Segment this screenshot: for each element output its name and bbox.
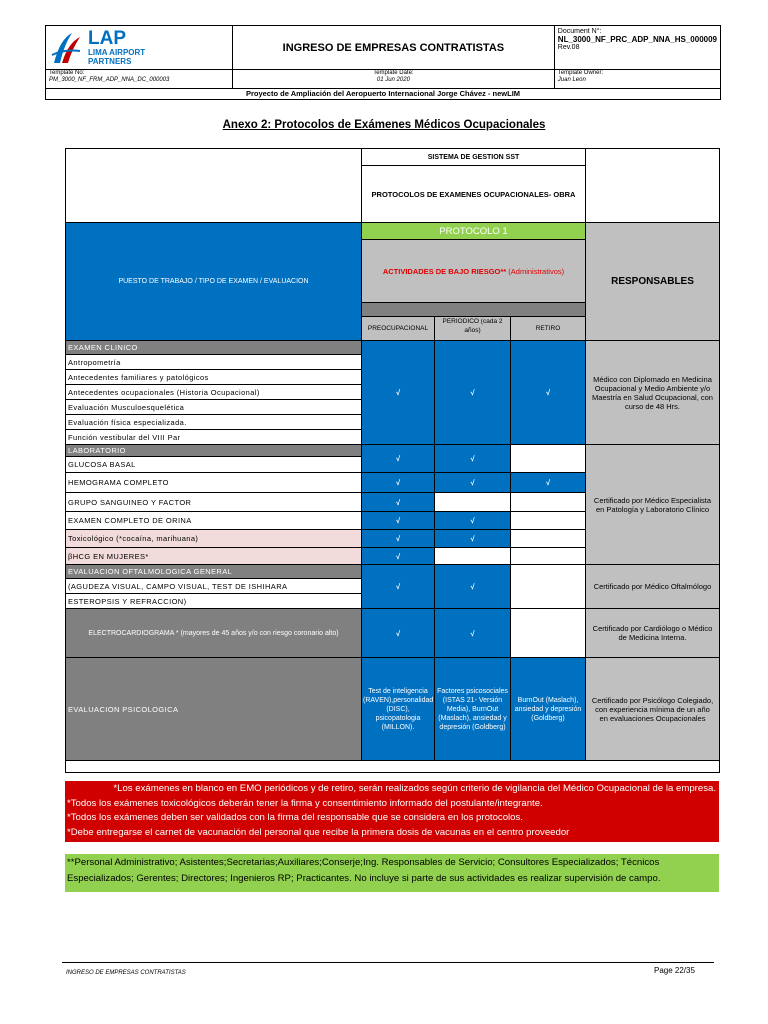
empty-cell bbox=[511, 530, 586, 548]
empty-cell bbox=[511, 493, 586, 512]
check-cell: √ bbox=[435, 530, 511, 548]
empty-cell bbox=[511, 445, 586, 473]
note-green: **Personal Administrativo; Asistentes;Secretarias;Auxiliares;Conserje;Ing. Responsables de Servicio; Consultores Especializados; Técnicos Especializados; Gerentes; Directores; Ingenieros RP; Practicantes. No incluye si parte de sus actividades es realizar supervisión de campo. bbox=[65, 854, 719, 892]
template-owner: Juan Leon bbox=[557, 77, 586, 83]
activity-sub: (Administrativos) bbox=[506, 266, 565, 276]
exam-item: Evaluación física especializada. bbox=[66, 415, 362, 430]
exam-item: Toxicológico (*cocaína, marihuana) bbox=[66, 530, 362, 548]
system-label: SISTEMA DE GESTION SST bbox=[362, 149, 586, 166]
check-cell: √ bbox=[362, 530, 435, 548]
psico-pre: Test de inteligencia (RAVEN),personalidad (DISC), psicopatologia (MILLON). bbox=[362, 658, 435, 761]
resp-oftalmologia: Certificado por Médico Oftalmólogo bbox=[586, 565, 720, 609]
check-cell: √ bbox=[362, 548, 435, 565]
document-title: INGRESO DE EMPRESAS CONTRATISTAS bbox=[233, 26, 555, 70]
exam-item: Antecedentes ocupacionales (Historia Ocupacional) bbox=[66, 385, 362, 400]
empty-cell bbox=[511, 548, 586, 565]
psico-per: Factores psicosociales (ISTAS 21- Versión Media), BurnOut (Maslach), ansiedad y depresión (Goldberg) bbox=[435, 658, 511, 761]
template-owner-label: Template Owner: bbox=[557, 70, 604, 76]
template-no-cell bbox=[46, 70, 233, 89]
check-cell: √ bbox=[511, 341, 586, 445]
check-cell: √ bbox=[362, 609, 435, 658]
empty-cell bbox=[511, 512, 586, 530]
psico-ret: BurnOut (Maslach), ansiedad y depresión (Goldberg) bbox=[511, 658, 586, 761]
protocols-label: PROTOCOLOS DE EXAMENES OCUPACIONALES- OBRA bbox=[362, 166, 586, 223]
doc-number-cell bbox=[554, 26, 720, 70]
note-line: *Debe entregarse el carnet de vacunación del personal que recibe la primera dosis de vacunas en el centro proveedor bbox=[67, 826, 570, 838]
col-periodico: PERIODICO (cada 2 años) bbox=[435, 317, 511, 341]
activity-cell bbox=[362, 240, 586, 303]
resp-clinico: Médico con Diplomado en Medicina Ocupacional y Medio Ambiente y/o Maestría en Salud Ocupacional, con curso de 48 Hrs. bbox=[586, 341, 720, 445]
check-cell: √ bbox=[362, 445, 435, 473]
doc-no: NL_3000_NF_PRC_ADP_NNA_HS_000009 bbox=[557, 35, 717, 44]
document-header bbox=[45, 25, 721, 100]
resp-laboratorio: Certificado por Médico Especialista en Patología y Laboratorio Clínico bbox=[586, 445, 720, 565]
activity-label: ACTIVIDADES DE BAJO RIESGO** bbox=[382, 266, 507, 276]
empty-cell bbox=[435, 493, 511, 512]
notes-red bbox=[65, 781, 719, 842]
col-preocupacional: PREOCUPACIONAL bbox=[362, 317, 435, 341]
exam-item: Función vestibular del VIII Par bbox=[66, 430, 362, 445]
exam-item: Antecedentes familiares y patológicos bbox=[66, 370, 362, 385]
check-cell: √ bbox=[362, 493, 435, 512]
row-header: PUESTO DE TRABAJO / TIPO DE EXAMEN / EVALUACION bbox=[66, 223, 362, 341]
check-cell: √ bbox=[362, 565, 435, 609]
check-cell: √ bbox=[435, 609, 511, 658]
template-date: 01 Jun 2020 bbox=[376, 77, 410, 83]
section-laboratorio: LABORATORIO bbox=[66, 445, 362, 457]
resp-psico: Certificado por Psicólogo Colegiado, con experiencia mínima de un año en evaluaciones Ocupacionales bbox=[586, 658, 720, 761]
check-cell: √ bbox=[362, 512, 435, 530]
annex-title: Anexo 2: Protocolos de Exámenes Médicos Ocupacionales bbox=[222, 119, 546, 131]
exam-item: ESTEROPSIS Y REFRACCION) bbox=[66, 594, 362, 609]
activity-spacer bbox=[362, 303, 586, 317]
note-line: *Todos los exámenes deben ser validados con la firma del responsable que se considera en los protocolos. bbox=[67, 812, 523, 823]
psico-label: EVALUACION PSICOLOGICA bbox=[66, 658, 362, 761]
logo-cell bbox=[46, 26, 233, 70]
check-cell: √ bbox=[435, 473, 511, 493]
responsables-header: RESPONSABLES bbox=[586, 223, 720, 341]
footer-left: INGRESO DE EMPRESAS CONTRATISTAS bbox=[66, 970, 186, 976]
spacer-row bbox=[66, 761, 720, 773]
template-date-label: Template Date: bbox=[373, 70, 414, 76]
exam-item: (AGUDEZA VISUAL, CAMPO VISUAL, TEST DE ISHIHARA bbox=[66, 579, 362, 594]
empty-cell bbox=[511, 565, 586, 609]
check-cell: √ bbox=[435, 512, 511, 530]
exam-item: Evaluación Musculoesquelética bbox=[66, 400, 362, 415]
blank-header-cell-right bbox=[586, 149, 720, 223]
section-oftalmologia: EVALUACION OFTALMOLOGICA GENERAL bbox=[66, 565, 362, 579]
check-cell: √ bbox=[511, 473, 586, 493]
exam-item: Antropometría bbox=[66, 355, 362, 370]
check-cell: √ bbox=[435, 565, 511, 609]
empty-cell bbox=[511, 609, 586, 658]
check-cell: √ bbox=[435, 341, 511, 445]
footer-page: Page 22/35 bbox=[654, 966, 695, 975]
template-no: PM_3000_NF_FRM_ADP_NNA_DC_000003 bbox=[49, 77, 170, 83]
template-no-label: Template No: bbox=[49, 70, 85, 76]
check-cell: √ bbox=[362, 473, 435, 493]
exam-item: HEMOGRAMA COMPLETO bbox=[66, 473, 362, 493]
template-date-cell bbox=[233, 70, 555, 89]
blank-header-cell bbox=[66, 149, 362, 223]
logo-text: LAP bbox=[88, 27, 126, 49]
logo-sub1: LIMA AIRPORT bbox=[88, 47, 146, 57]
note-line: *Los exámenes en blanco en EMO periódicos y de retiro, serán realizados según criterio de vigilancia del Médico Ocupacional de la empresa. bbox=[113, 783, 716, 794]
section-examen-clinico: EXAMEN CLINICO bbox=[66, 341, 362, 355]
exam-item: βHCG EN MUJERES* bbox=[66, 548, 362, 565]
protocol-table bbox=[65, 148, 720, 773]
footer-rule bbox=[62, 962, 714, 963]
exam-item: GRUPO SANGUINEO Y FACTOR bbox=[66, 493, 362, 512]
col-retiro: RETIRO bbox=[511, 317, 586, 341]
logo-sub2: PARTNERS bbox=[88, 56, 132, 66]
rev: Rev.08 bbox=[557, 44, 580, 51]
protocol-name: PROTOCOLO 1 bbox=[362, 223, 586, 240]
note-line: *Todos los exámenes toxicológicos deberán tener la firma y consentimiento informado del postulante/integrante. bbox=[67, 797, 543, 809]
doc-no-label: Document N°: bbox=[557, 28, 602, 35]
empty-cell bbox=[435, 548, 511, 565]
ecg-label: ELECTROCARDIOGRAMA * (mayores de 45 años y/o con riesgo coronario alto) bbox=[66, 609, 362, 658]
lap-logo bbox=[50, 27, 228, 66]
project-name: Proyecto de Ampliación del Aeropuerto Internacional Jorge Chávez - newLIM bbox=[46, 89, 721, 100]
resp-ecg: Certificado por Cardiólogo o Médico de Medicina Interna. bbox=[586, 609, 720, 658]
template-owner-cell bbox=[554, 70, 720, 89]
exam-item: GLUCOSA BASAL bbox=[66, 457, 362, 473]
check-cell: √ bbox=[362, 341, 435, 445]
exam-item: EXAMEN COMPLETO DE ORINA bbox=[66, 512, 362, 530]
lap-logo-icon bbox=[50, 31, 84, 65]
check-cell: √ bbox=[435, 445, 511, 473]
